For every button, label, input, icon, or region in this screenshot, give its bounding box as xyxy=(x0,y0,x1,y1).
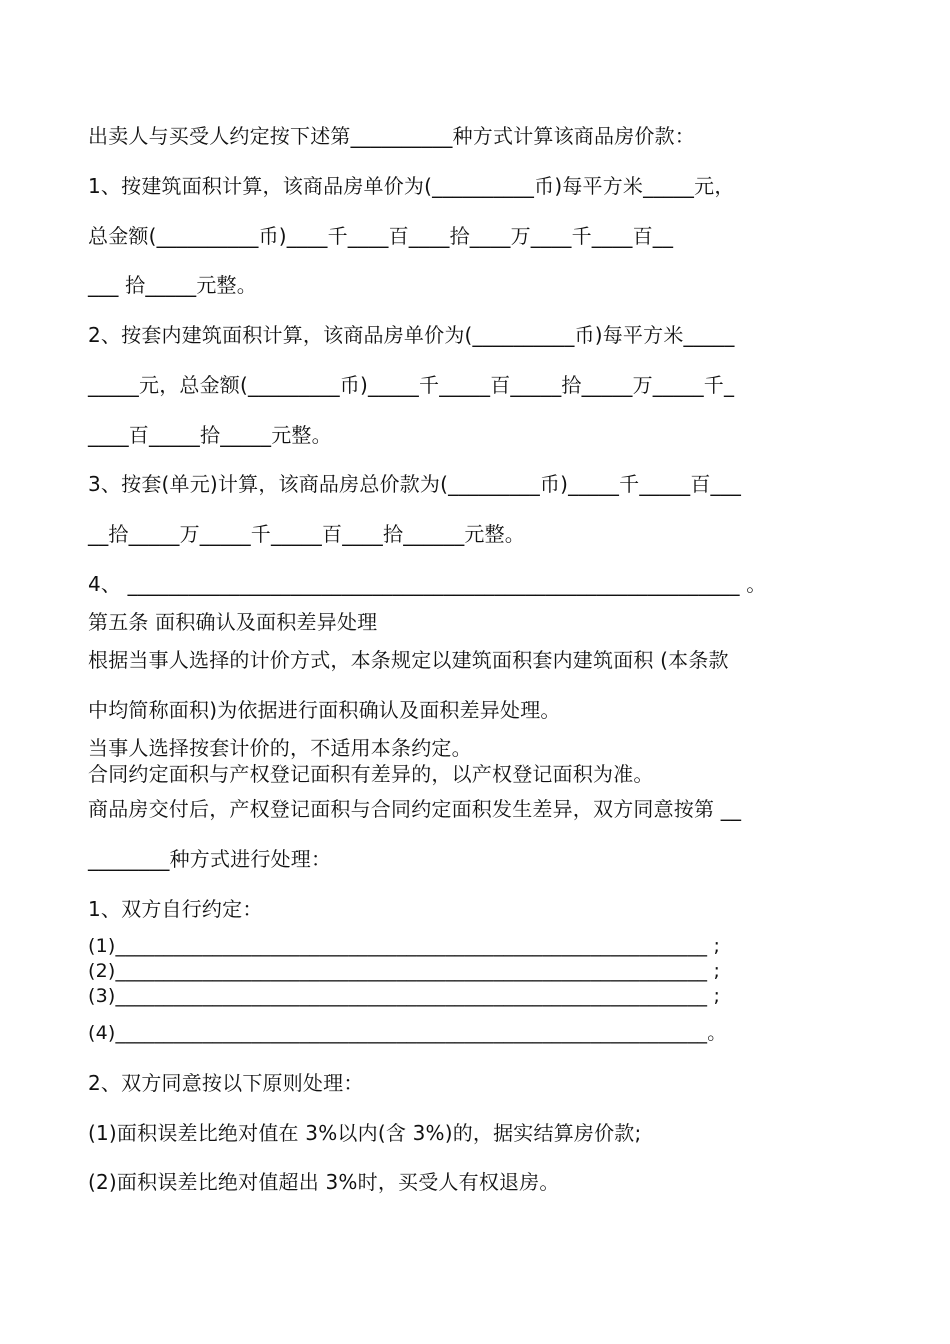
section-heading: 第五条 面积确认及面积差异处理 xyxy=(88,610,378,634)
blank-item-3: (3)_____________________________________________________________ ; xyxy=(88,985,721,1007)
text-line-2: 1、按建筑面积计算，该商品房单价为(__________币)每平方米_____元， xyxy=(88,174,735,198)
text-line-10: 4、 ____________________________________________________________ 。 xyxy=(88,572,767,596)
text-line-18: 1、双方自行约定： xyxy=(88,897,263,921)
text-line-12: 根据当事人选择的计价方式，本条规定以建筑面积套内建筑面积 (本条款 xyxy=(88,648,729,672)
text-line-3: 总金额(__________币)____千____百____拾____万____千____百__ xyxy=(88,224,674,248)
blank-item-2: (2)_____________________________________________________________ ; xyxy=(88,960,721,982)
text-line-7: ____百_____拾_____元整。 xyxy=(88,423,332,447)
text-line-25: (2)面积误差比绝对值超出 3%时，买受人有权退房。 xyxy=(88,1170,560,1194)
text-line-4: ___ 拾_____元整。 xyxy=(88,273,257,297)
text-line-16: 商品房交付后，产权登记面积与合同约定面积发生差异，双方同意按第 __ xyxy=(88,797,742,821)
text-line-9: __拾_____万_____千_____百____拾______元整。 xyxy=(88,522,525,546)
text-line-1: 出卖人与买受人约定按下述第__________种方式计算该商品房价款： xyxy=(88,124,695,148)
blank-item-1: (1)_____________________________________________________________ ; xyxy=(88,935,721,957)
text-line-8: 3、按套(单元)计算，该商品房总价款为(_________币)_____千_____百___ xyxy=(88,472,742,496)
text-line-5: 2、按套内建筑面积计算，该商品房单价为(__________币)每平方米_____ xyxy=(88,323,735,347)
text-line-15: 合同约定面积与产权登记面积有差异的，以产权登记面积为准。 xyxy=(88,762,654,786)
text-line-6: _____元，总金额(_________币)_____千_____百_____拾_____万_____千_ xyxy=(88,373,735,397)
text-line-14: 当事人选择按套计价的，不适用本条约定。 xyxy=(88,736,472,760)
text-line-17: ________种方式进行处理： xyxy=(88,847,332,871)
text-line-23: 2、双方同意按以下原则处理： xyxy=(88,1071,364,1095)
text-line-24: (1)面积误差比绝对值在 3%以内(含 3%)的，据实结算房价款; xyxy=(88,1121,642,1145)
text-line-13: 中均简称面积)为依据进行面积确认及面积差异处理。 xyxy=(88,698,561,722)
blank-item-4: (4)_____________________________________________________________。 xyxy=(88,1022,727,1044)
